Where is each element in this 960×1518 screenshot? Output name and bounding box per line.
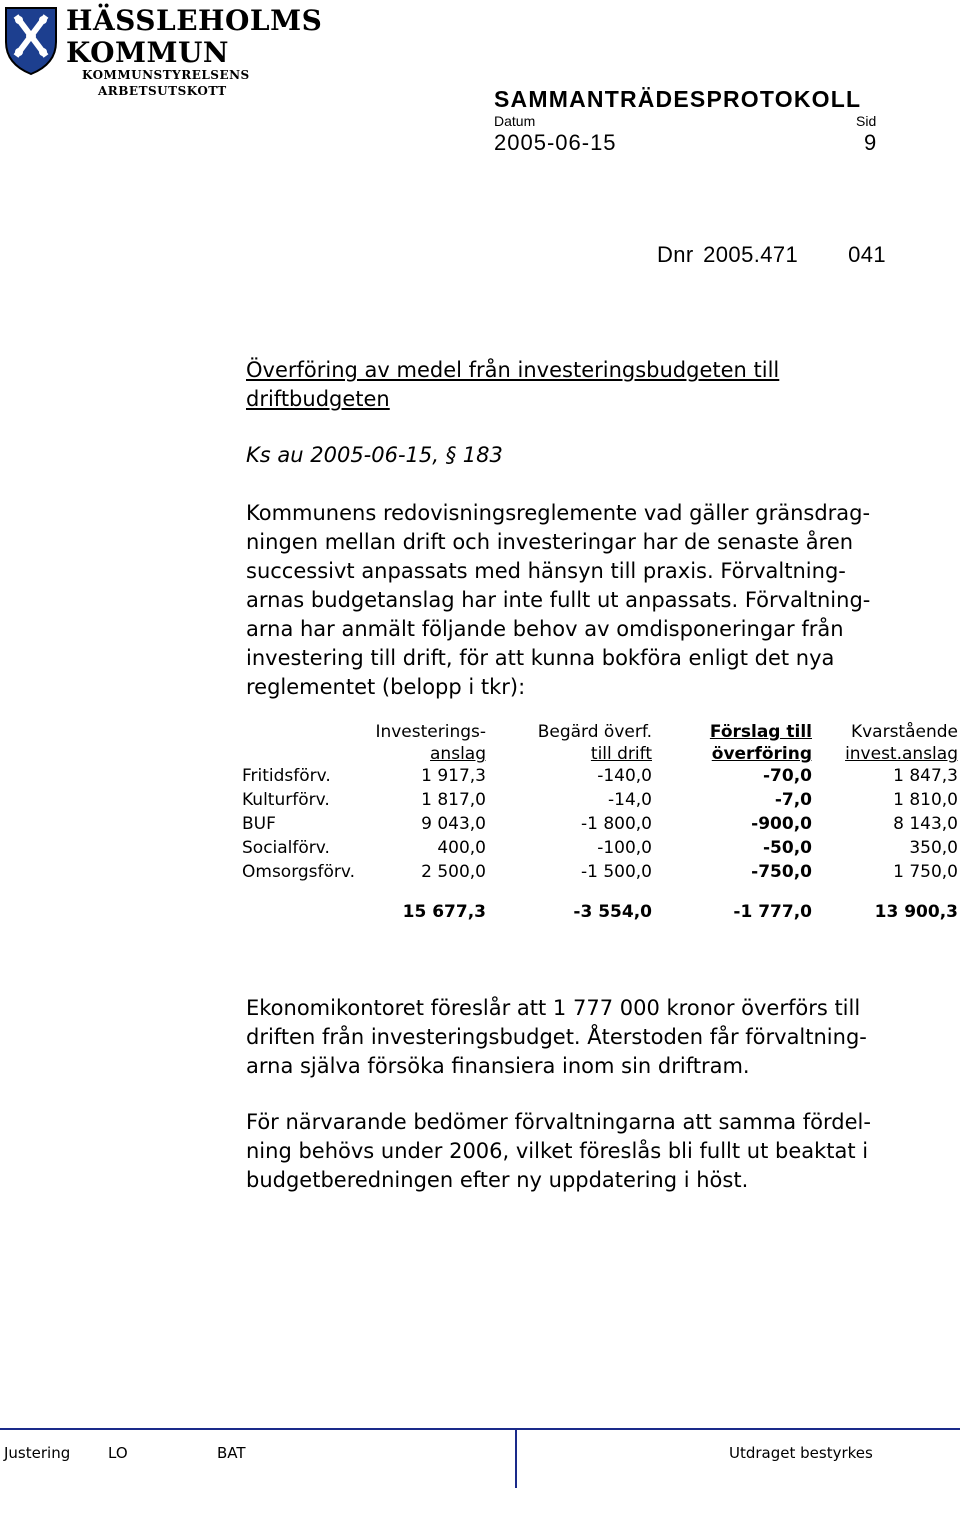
footer-justering: Justering [4, 1444, 71, 1462]
row-name: BUF [242, 814, 276, 834]
row-forslag: -900,0 [751, 814, 812, 834]
row-kvar: 350,0 [909, 838, 958, 858]
row-begard: -140,0 [597, 766, 652, 786]
header-anslag-top: Investerings- [375, 722, 486, 742]
row-kvar: 1 750,0 [893, 862, 958, 882]
footer-initials-bat: BAT [217, 1444, 246, 1462]
row-anslag: 9 043,0 [421, 814, 486, 834]
document-type: SAMMANTRÄDESPROTOKOLL [494, 86, 862, 112]
proposal-paragraph: Ekonomikontoret föreslår att 1 777 000 kronor överförs till driften från investeringsbudget. Återstoden får förvaltning- arna själva försöka finansiera inom sin driftram. [246, 996, 867, 1078]
table-header-row [242, 722, 958, 744]
row-kvar: 8 143,0 [893, 814, 958, 834]
total-forslag: -1 777,0 [733, 902, 812, 922]
footer-certified: Utdraget bestyrkes [729, 1444, 873, 1462]
row-begard: -14,0 [608, 790, 652, 810]
row-name: Socialförv. [242, 838, 330, 858]
total-begard: -3 554,0 [573, 902, 652, 922]
table-row [242, 814, 958, 838]
org-unit-line1: KOMMUNSTYRELSENS [82, 68, 250, 82]
row-begard: -1 500,0 [580, 862, 652, 882]
row-name: Omsorgsförv. [242, 862, 356, 882]
row-kvar: 1 810,0 [893, 790, 958, 810]
org-unit-line2: ARBETSUTSKOTT [98, 84, 227, 98]
row-anslag: 1 817,0 [421, 790, 486, 810]
header-forslag-bottom: överföring [711, 744, 812, 764]
row-name: Kulturförv. [242, 790, 330, 810]
row-begard: -1 800,0 [580, 814, 652, 834]
row-forslag: -7,0 [774, 790, 812, 810]
budget-table [242, 722, 958, 926]
diary-number-value: Dnr 2005.471 [657, 242, 799, 267]
intro-paragraph: Kommunens redovisningsreglemente vad gäller gränsdrag- ningen mellan drift och investeringar har de senaste åren successivt anpassats med hänsyn till praxis. Förvaltning- arnas budgetanslag har inte fullt ut anpassats. Förvaltning- arna har anmält följande behov av omdisponeringar från investering till drift, för att kunna bokföra enligt det nya reglementet (belopp i tkr): [246, 501, 871, 699]
header-begard-top: Begärd överf. [537, 722, 652, 742]
row-begard: -100,0 [597, 838, 652, 858]
table-row [242, 766, 958, 790]
row-forslag: -50,0 [763, 838, 812, 858]
header-anslag-bottom: anslag [430, 744, 486, 764]
row-anslag: 2 500,0 [421, 862, 486, 882]
page-label: Sid [856, 113, 877, 129]
table-row [242, 838, 958, 862]
org-name-line1: HÄSSLEHOLMS [66, 4, 323, 37]
date-label: Datum [494, 113, 536, 129]
row-forslag: -750,0 [751, 862, 812, 882]
table-row [242, 790, 958, 814]
page-title: Överföring av medel från investeringsbudgeten till driftbudgeten [246, 358, 780, 411]
row-kvar: 1 847,3 [893, 766, 958, 786]
totals-row [242, 886, 958, 926]
row-anslag: 400,0 [437, 838, 486, 858]
diary-code: 041 [848, 242, 887, 267]
header-kvar-bottom: invest.anslag [845, 744, 958, 764]
row-anslag: 1 917,3 [421, 766, 486, 786]
org-name-line2: KOMMUN [66, 36, 229, 69]
row-name: Fritidsförv. [242, 766, 331, 786]
header-kvar-top: Kvarstående [850, 722, 958, 742]
footer-divider [515, 1428, 517, 1488]
reference-line: Ks au 2005-06-15, § 183 [246, 443, 503, 467]
total-kvar: 13 900,3 [874, 902, 958, 922]
footer-initials-lo: LO [108, 1444, 128, 1462]
future-paragraph: För närvarande bedömer förvaltningarna att samma fördel- ning behövs under 2006, vilket föreslås bli fullt ut beaktat i budgetberedningen efter ny uppdatering i höst. [246, 1110, 871, 1192]
municipal-crest-logo [2, 2, 60, 76]
table-row [242, 862, 958, 886]
header-forslag-top: Förslag till [709, 722, 812, 742]
diary-number [657, 242, 886, 268]
total-anslag: 15 677,3 [402, 902, 486, 922]
page-number: 9 [864, 130, 877, 155]
row-forslag: -70,0 [763, 766, 812, 786]
meeting-date: 2005-06-15 [494, 130, 617, 155]
footer-rule [0, 1428, 960, 1430]
table-header-row [242, 744, 958, 766]
header-begard-bottom: till drift [590, 744, 652, 764]
